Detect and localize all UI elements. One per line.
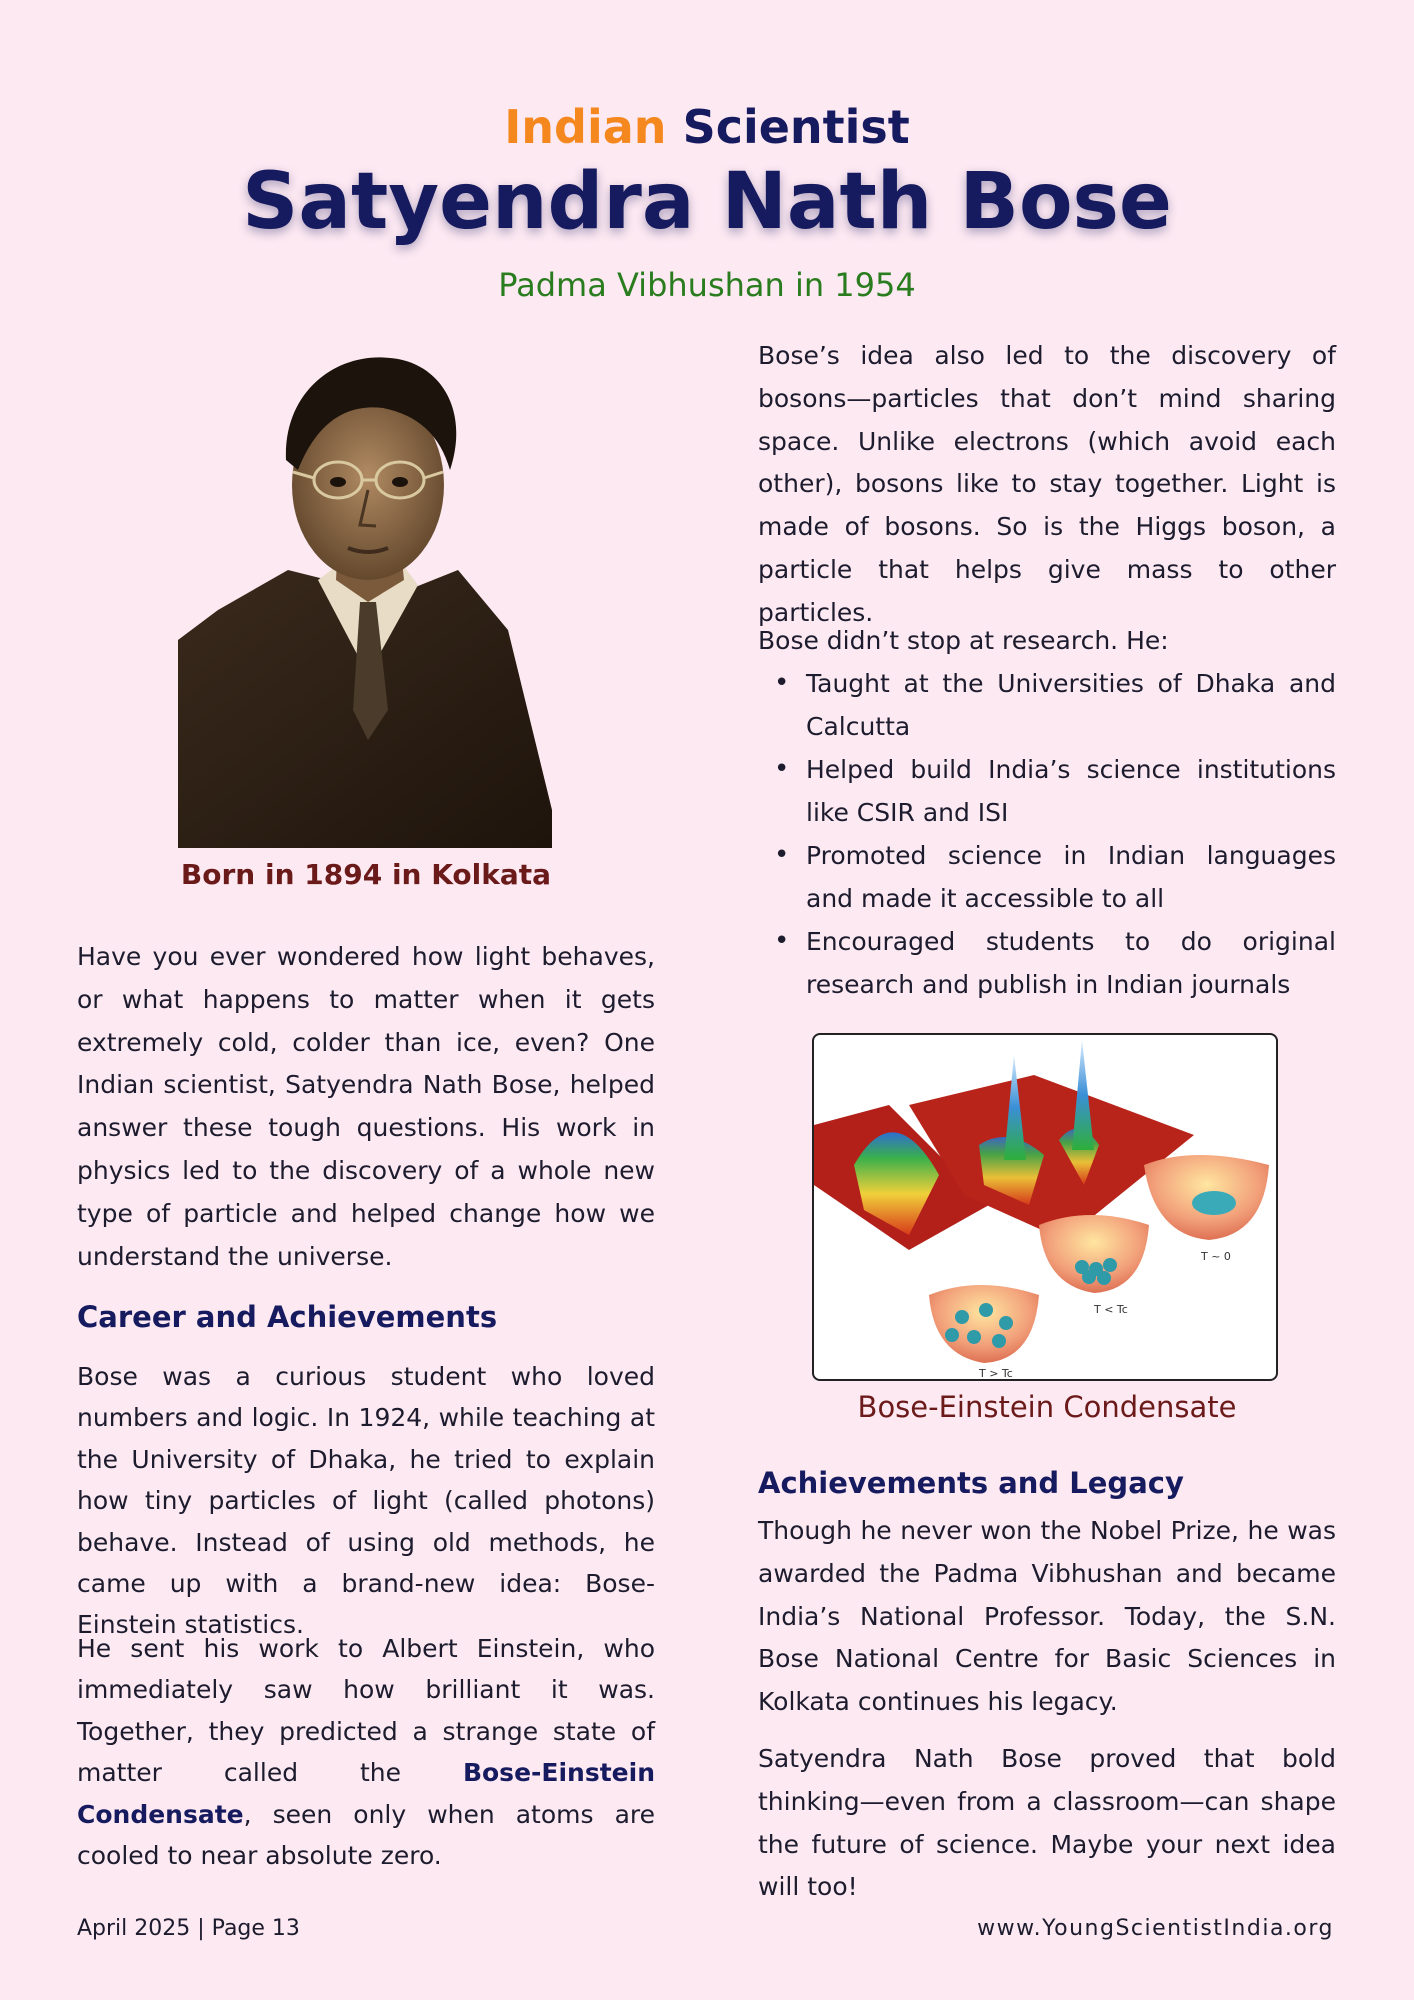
kicker bbox=[0, 100, 1414, 154]
page-title: Satyendra Nath Bose bbox=[242, 157, 1172, 247]
bec-label-tless: T < Tc bbox=[1094, 1303, 1128, 1316]
bec-figure bbox=[812, 1033, 1278, 1381]
legacy-heading: Achievements and Legacy bbox=[758, 1466, 1184, 1500]
bec-label-t0: T ~ 0 bbox=[1201, 1250, 1231, 1263]
roles-intro: Bose didn’t stop at research. He: bbox=[758, 626, 1169, 655]
career-paragraph-1: Bose was a curious student who loved numbers and logic. In 1924, while teaching at the University of Dhaka, he tried to explain how tiny particles of light (called photons) behave. Instead of using old methods, he came up with a brand-new idea: Bose-Einstein statistics. bbox=[77, 1362, 655, 1640]
page-header bbox=[0, 100, 1414, 304]
portrait-caption: Born in 1894 in Kolkata bbox=[180, 858, 552, 891]
career-paragraph-2-end: , seen only when atoms are cooled to near absolute zero. bbox=[77, 1799, 655, 1871]
career-paragraph-2-start: He sent his work to Albert Einstein, who immediately saw how brilliant it was. Together, they predicted a strange state of matter called the bbox=[77, 1634, 655, 1788]
portrait-image bbox=[178, 340, 552, 848]
award-subtitle: Padma Vibhushan in 1954 bbox=[498, 266, 916, 304]
bosons-paragraph: Bose’s idea also led to the discovery of bosons—particles that don’t mind sharing space. Unlike electrons (which avoid each other), bosons like to stay together. Light is made of bosons. So is the Higgs boson, a particle that helps give mass to other particles. bbox=[758, 341, 1336, 627]
bec-label-tgreater: T > Tc bbox=[979, 1367, 1013, 1379]
bec-emphasis: Bose-Einstein Condensate bbox=[77, 1758, 655, 1829]
roles-list bbox=[758, 662, 1336, 1006]
list-item: • Helped build India’s science institutions like CSIR and ISI bbox=[758, 748, 1336, 834]
kicker-word-indian: Indian bbox=[504, 100, 667, 154]
footer-issue: April 2025 | Page 13 bbox=[77, 1916, 300, 1941]
career-heading: Career and Achievements bbox=[77, 1300, 498, 1334]
list-item: • Encouraged students to do original research and publish in Indian journals bbox=[758, 920, 1336, 1006]
bec-caption: Bose-Einstein Condensate bbox=[857, 1390, 1237, 1424]
legacy-paragraph-2: Satyendra Nath Bose proved that bold thinking—even from a classroom—can shape the future of science. Maybe your next idea will too! bbox=[758, 1744, 1336, 1902]
list-item: • Promoted science in Indian languages and made it accessible to all bbox=[758, 834, 1336, 920]
legacy-paragraph-1: Though he never won the Nobel Prize, he was awarded the Padma Vibhushan and became India’s National Professor. Today, the S.N. Bose National Centre for Basic Sciences in Kolkata continues his legacy. bbox=[758, 1516, 1336, 1717]
intro-paragraph: Have you ever wondered how light behaves, or what happens to matter when it gets extremely cold, colder than ice, even? One Indian scientist, Satyendra Nath Bose, helped answer these tough questions. His work in physics led to the discovery of a whole new type of particle and helped change how we understand the universe. bbox=[77, 942, 655, 1271]
kicker-word-scientist: Scientist bbox=[682, 100, 910, 154]
list-item: • Taught at the Universities of Dhaka and Calcutta bbox=[758, 662, 1336, 748]
footer-website: www.YoungScientistIndia.org bbox=[977, 1916, 1334, 1941]
career-paragraph-2 bbox=[77, 1628, 655, 1876]
bec-illustration bbox=[814, 1035, 1276, 1379]
